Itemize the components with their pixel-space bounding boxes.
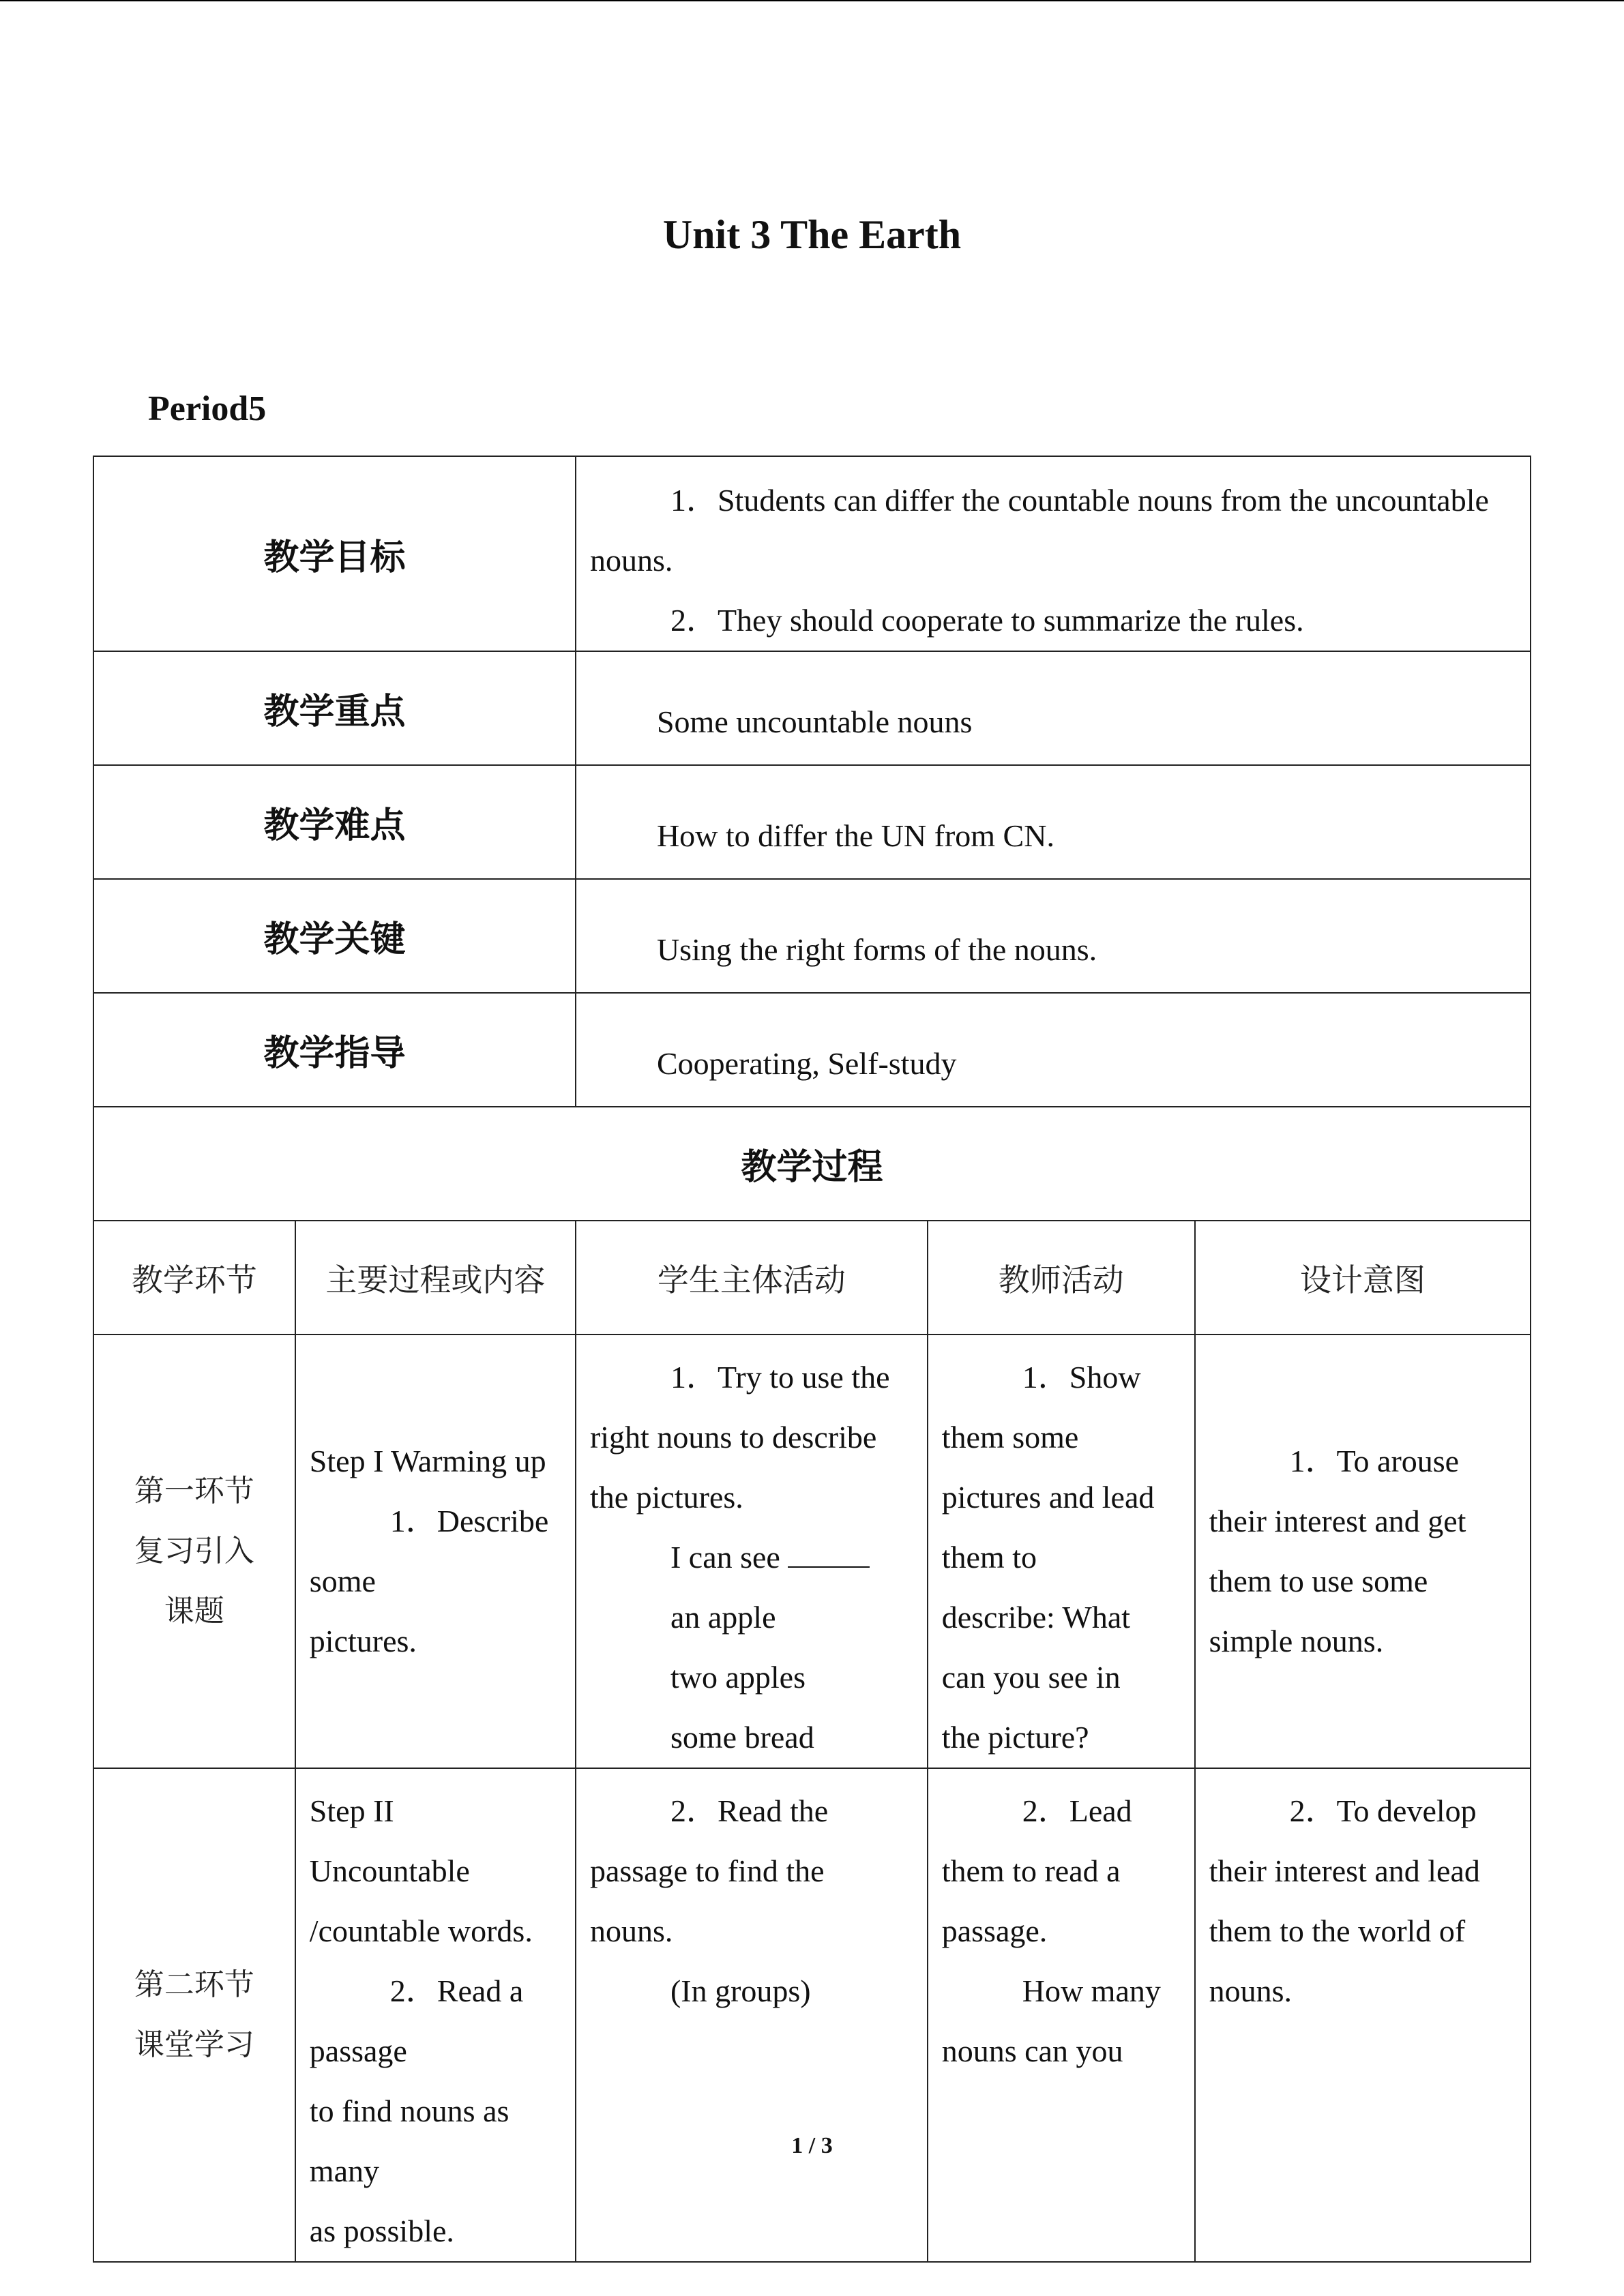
col-header-stage: 教学环节	[93, 1221, 295, 1335]
intent-line: nouns.	[1209, 1973, 1293, 2008]
key-points-row	[93, 651, 1531, 765]
objectives-label: 教学目标	[93, 456, 576, 651]
intent-line: them to use some	[1209, 1564, 1428, 1598]
key-label: 教学关键	[93, 879, 576, 993]
difficulties-row	[93, 765, 1531, 879]
student-phrase: I can see	[670, 1540, 780, 1575]
content-line: Step II Uncountable	[309, 1793, 470, 1888]
process-row-2	[93, 1768, 1531, 2262]
column-header-row	[93, 1221, 1531, 1335]
teacher-line: describe: What	[941, 1600, 1131, 1635]
content-line: to find nouns as many	[309, 2093, 510, 2188]
difficulties-value: How to differ the UN from CN.	[576, 765, 1531, 879]
student-line: some bread	[670, 1720, 814, 1755]
teacher-line: pictures and lead	[941, 1480, 1155, 1515]
teacher-line: 2．Lead	[1022, 1793, 1132, 1828]
stage-line: 复习引入	[134, 1534, 254, 1568]
teacher-line: them to read a	[941, 1853, 1121, 1888]
col-header-intent: 设计意图	[1195, 1221, 1531, 1335]
content-cell	[295, 1768, 576, 2262]
process-heading: 教学过程	[93, 1107, 1531, 1221]
objectives-value	[576, 456, 1531, 651]
stage-line: 第一环节	[134, 1474, 254, 1508]
teacher-cell	[928, 1335, 1195, 1768]
objective-line-2: 2．They should cooperate to summarize the rules.	[670, 603, 1304, 638]
content-line: as possible.	[309, 2213, 454, 2248]
page-number: 1 / 3	[791, 2133, 833, 2158]
teacher-cell	[928, 1768, 1195, 2262]
intent-cell	[1195, 1768, 1531, 2262]
intent-line: 1．To arouse	[1289, 1444, 1460, 1478]
col-header-content: 主要过程或内容	[295, 1221, 576, 1335]
objective-line-1-cont: nouns.	[589, 543, 673, 578]
teacher-line: can you see in	[941, 1660, 1121, 1695]
content-line: 1．Describe some	[309, 1504, 549, 1598]
key-points-label: 教学重点	[93, 651, 576, 765]
key-value: Using the right forms of the nouns.	[576, 879, 1531, 993]
teacher-line: 1．Show	[1022, 1360, 1141, 1395]
student-line: 1．Try to use the	[670, 1360, 890, 1395]
content-line: 2．Read a passage	[309, 1973, 524, 2068]
content-cell	[295, 1335, 576, 1768]
stage-line: 课堂学习	[134, 2027, 254, 2062]
content-line: Step I Warming up	[309, 1444, 546, 1478]
student-line	[590, 1527, 913, 1587]
teacher-line: them to	[941, 1540, 1037, 1575]
page-title: Unit 3 The Earth	[662, 212, 962, 257]
content-line: /countable words.	[309, 1913, 533, 1948]
student-line: (In groups)	[670, 1973, 811, 2008]
intent-line: their interest and lead	[1209, 1853, 1480, 1888]
col-header-teacher: 教师活动	[928, 1221, 1195, 1335]
col-header-student: 学生主体活动	[576, 1221, 928, 1335]
student-cell	[576, 1768, 928, 2262]
guidance-row	[93, 993, 1531, 1107]
guidance-label: 教学指导	[93, 993, 576, 1107]
difficulties-label: 教学难点	[93, 765, 576, 879]
intent-line: 2．To develop	[1289, 1793, 1477, 1828]
period-label: Period5	[148, 389, 267, 428]
teacher-line: them some	[941, 1420, 1079, 1455]
objective-line-1: 1．Students can differ the countable nouns from the uncountable	[670, 483, 1489, 518]
student-line: nouns.	[589, 1913, 673, 1948]
intent-line: simple nouns.	[1209, 1624, 1384, 1658]
key-row	[93, 879, 1531, 993]
guidance-value: Cooperating, Self-study	[576, 993, 1531, 1107]
intent-line: them to the world of	[1209, 1913, 1466, 1948]
objectives-row	[93, 456, 1531, 651]
fill-in-blank	[788, 1539, 870, 1568]
teacher-line: nouns can you	[941, 2033, 1123, 2068]
top-border-line	[0, 0, 1624, 1]
stage-cell	[93, 1768, 295, 2262]
teacher-line: the picture?	[941, 1720, 1089, 1755]
key-points-value: Some uncountable nouns	[576, 651, 1531, 765]
intent-line: their interest and get	[1209, 1504, 1466, 1538]
student-line: right nouns to describe	[589, 1420, 877, 1455]
student-line: 2．Read the	[670, 1793, 829, 1828]
stage-line: 课题	[164, 1594, 224, 1628]
content-line: pictures.	[309, 1624, 417, 1658]
stage-line: 第二环节	[134, 1967, 254, 2002]
process-heading-row	[93, 1107, 1531, 1221]
teacher-line: How many	[1022, 1973, 1161, 2008]
lesson-plan-table	[93, 456, 1531, 2263]
student-line: the pictures.	[589, 1480, 743, 1515]
student-line: two apples	[670, 1660, 806, 1695]
student-line: passage to find the	[589, 1853, 825, 1888]
student-line: an apple	[670, 1600, 776, 1635]
student-cell	[576, 1335, 928, 1768]
teacher-line: passage.	[941, 1913, 1048, 1948]
process-row-1	[93, 1335, 1531, 1768]
intent-cell	[1195, 1335, 1531, 1768]
stage-cell	[93, 1335, 295, 1768]
